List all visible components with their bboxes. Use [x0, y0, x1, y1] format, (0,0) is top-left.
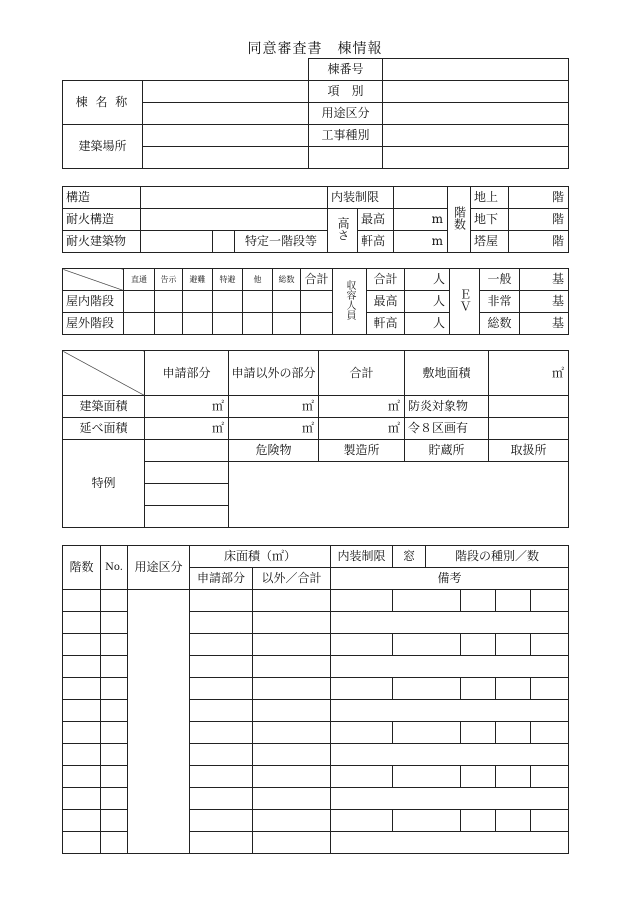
window-header: 窓 [393, 546, 426, 568]
applied-part-header: 申請部分 [145, 351, 229, 396]
use-label: 用途区分 [309, 103, 383, 125]
interior-header: 内装制限 [331, 546, 393, 568]
remarks-cell[interactable] [331, 832, 569, 854]
applied-area-cell[interactable] [190, 832, 253, 854]
fireproof-structure-field[interactable] [141, 209, 328, 231]
floor-cell[interactable] [63, 590, 101, 612]
fireproof-building-field-2[interactable] [213, 231, 235, 253]
structure-table [62, 186, 569, 253]
floor-area-other-unit: ㎡ [229, 418, 319, 440]
window-cell[interactable] [393, 634, 461, 656]
use-cell[interactable] [128, 590, 190, 854]
penthouse-label: 塔屋 [471, 231, 509, 253]
building-area-other-unit: ㎡ [229, 396, 319, 418]
stair-cell[interactable] [461, 722, 496, 744]
floor-cell[interactable] [63, 766, 101, 788]
indoor-stairs-label: 屋内階段 [63, 291, 124, 313]
floor-cell[interactable] [63, 656, 101, 678]
special-case-field-2[interactable] [145, 462, 229, 484]
floor-cell[interactable] [63, 700, 101, 722]
applied-area-cell[interactable] [190, 810, 253, 832]
fireproof-building-label: 耐火建築物 [63, 231, 141, 253]
applied-area-cell[interactable] [190, 722, 253, 744]
remarks-cell[interactable] [331, 788, 569, 810]
interior-cell[interactable] [331, 590, 393, 612]
window-cell[interactable] [393, 678, 461, 700]
no-cell[interactable] [101, 612, 128, 634]
floor-breakdown-table [62, 545, 569, 854]
outdoor-total-field[interactable] [301, 313, 333, 335]
building-info-table [62, 58, 569, 169]
work-type-field-3[interactable] [383, 147, 569, 169]
evacuation-header: 避難 [183, 269, 213, 291]
applied-area-header: 申請部分 [190, 568, 253, 590]
other-total-cell[interactable] [253, 744, 331, 766]
fire-retardant-field[interactable] [489, 396, 569, 418]
no-cell[interactable] [101, 832, 128, 854]
capacity-total-label: 合計 [367, 269, 405, 291]
floor-cell[interactable] [63, 744, 101, 766]
remarks-cell[interactable] [331, 656, 569, 678]
remarks-cell[interactable] [331, 700, 569, 722]
special-evacuation-header: 特避 [213, 269, 243, 291]
floors-label: 階数 [448, 187, 471, 253]
indoor-special-field[interactable] [213, 291, 243, 313]
no-cell[interactable] [101, 766, 128, 788]
eave-height-label: 軒高 [358, 231, 394, 253]
other-total-cell[interactable] [253, 678, 331, 700]
applied-area-cell[interactable] [190, 634, 253, 656]
floor-cell[interactable] [63, 810, 101, 832]
special-case-detail-field[interactable] [229, 462, 569, 528]
indoor-evac-field[interactable] [183, 291, 213, 313]
factory-label: 製造所 [319, 440, 405, 462]
max-height-unit: m [394, 209, 448, 231]
site-field[interactable] [143, 125, 309, 147]
fireproof-structure-label: 耐火構造 [63, 209, 141, 231]
special-case-label: 特例 [63, 440, 145, 528]
stairs-total-header: 合計 [301, 269, 333, 291]
site-field-2[interactable] [143, 147, 309, 169]
special-case-field-4[interactable] [145, 506, 229, 528]
window-cell[interactable] [393, 810, 461, 832]
rei8-field[interactable] [489, 418, 569, 440]
capacity-total-unit: 人 [405, 269, 450, 291]
stair-cell[interactable] [461, 810, 496, 832]
remarks-cell[interactable] [331, 744, 569, 766]
special-stair-label: 特定一階段等 [235, 231, 328, 253]
stair-cell[interactable] [531, 722, 569, 744]
item-field[interactable] [383, 81, 569, 103]
ev-general-unit: 基 [520, 269, 569, 291]
other-total-cell[interactable] [253, 590, 331, 612]
capacity-max-label: 最高 [367, 291, 405, 313]
capacity-eave-label: 軒高 [367, 313, 405, 335]
max-height-label: 最高 [358, 209, 394, 231]
height-label: 高さ [328, 209, 358, 253]
outdoor-stairs-label: 屋外階段 [63, 313, 124, 335]
window-cell[interactable] [393, 590, 461, 612]
floor-cell[interactable] [63, 612, 101, 634]
other-header: 他 [243, 269, 273, 291]
site-label: 建築場所 [63, 125, 143, 169]
no-cell[interactable] [101, 656, 128, 678]
work-type-label: 工事種別 [309, 125, 383, 147]
stair-type-header: 階段の種別／数 [426, 546, 569, 568]
other-total-header: 以外／合計 [253, 568, 331, 590]
stair-cell[interactable] [496, 678, 531, 700]
stair-cell[interactable] [461, 590, 496, 612]
window-cell[interactable] [393, 766, 461, 788]
floor-area-applied-unit: ㎡ [145, 418, 229, 440]
building-number-label: 棟番号 [309, 59, 383, 81]
fire-retardant-label: 防炎対象物 [405, 396, 489, 418]
interior-cell[interactable] [331, 810, 393, 832]
interior-cell[interactable] [331, 678, 393, 700]
ev-all-label: 総数 [480, 313, 520, 335]
storage-label: 貯蔵所 [405, 440, 489, 462]
stair-cell[interactable] [531, 766, 569, 788]
no-cell[interactable] [101, 744, 128, 766]
indoor-notice-field[interactable] [155, 291, 183, 313]
special-case-field-3[interactable] [145, 484, 229, 506]
ev-general-label: 一般 [480, 269, 520, 291]
other-total-cell[interactable] [253, 656, 331, 678]
outdoor-notice-field[interactable] [155, 313, 183, 335]
site-area-label: 敷地面積 [405, 351, 489, 396]
structure-field[interactable] [141, 187, 328, 209]
interior-cell[interactable] [331, 634, 393, 656]
no-cell[interactable] [101, 634, 128, 656]
special-case-field-1[interactable] [145, 440, 229, 462]
other-total-cell[interactable] [253, 766, 331, 788]
stair-cell[interactable] [531, 678, 569, 700]
stairs-table [62, 268, 569, 335]
use-header: 用途区分 [128, 546, 190, 590]
indoor-direct-field[interactable] [124, 291, 155, 313]
no-cell[interactable] [101, 590, 128, 612]
table-row [63, 590, 569, 612]
item-label: 項 別 [309, 81, 383, 103]
stair-cell[interactable] [496, 590, 531, 612]
floor-cell[interactable] [63, 634, 101, 656]
building-name-field[interactable] [143, 81, 309, 103]
other-total-cell[interactable] [253, 612, 331, 634]
ev-emergency-label: 非常 [480, 291, 520, 313]
applied-area-cell[interactable] [190, 700, 253, 722]
stair-cell[interactable] [531, 810, 569, 832]
no-cell[interactable] [101, 810, 128, 832]
work-type-field-2[interactable] [309, 147, 383, 169]
use-field[interactable] [383, 103, 569, 125]
handling-label: 取扱所 [489, 440, 569, 462]
indoor-total-field[interactable] [301, 291, 333, 313]
penthouse-unit: 階 [509, 231, 569, 253]
other-total-cell[interactable] [253, 788, 331, 810]
above-ground-label: 地上 [471, 187, 509, 209]
count-header: 総数 [273, 269, 301, 291]
stair-cell[interactable] [461, 678, 496, 700]
page-title: 同意審査書 棟情報 [247, 41, 383, 57]
floor-cell[interactable] [63, 788, 101, 810]
site-area-unit: ㎡ [489, 351, 569, 396]
applied-area-cell[interactable] [190, 678, 253, 700]
eave-height-unit: m [394, 231, 448, 253]
floor-header: 階数 [63, 546, 101, 590]
floor-cell[interactable] [63, 832, 101, 854]
applied-area-cell[interactable] [190, 590, 253, 612]
above-ground-unit: 階 [509, 187, 569, 209]
stair-cell[interactable] [496, 766, 531, 788]
indoor-count-field[interactable] [273, 291, 301, 313]
non-applied-part-header: 申請以外の部分 [229, 351, 319, 396]
stair-cell[interactable] [531, 590, 569, 612]
applied-area-cell[interactable] [190, 656, 253, 678]
remarks-header: 備考 [331, 568, 569, 590]
building-name-label: 棟 名 称 [63, 81, 143, 125]
area-corner-cell [63, 351, 145, 396]
structure-label: 構造 [63, 187, 141, 209]
floor-cell[interactable] [63, 722, 101, 744]
other-total-cell[interactable] [253, 810, 331, 832]
ev-label: ＥＶ [450, 269, 480, 335]
notice-header: 告示 [155, 269, 183, 291]
applied-area-cell[interactable] [190, 612, 253, 634]
applied-area-cell[interactable] [190, 744, 253, 766]
no-header: No. [101, 546, 128, 590]
below-ground-unit: 階 [509, 209, 569, 231]
floor-cell[interactable] [63, 678, 101, 700]
floor-area-header: 床面積（㎡） [190, 546, 331, 568]
interior-limit-field[interactable] [394, 187, 448, 209]
area-total-header: 合計 [319, 351, 405, 396]
stair-cell[interactable] [461, 766, 496, 788]
hazard-label: 危険物 [229, 440, 319, 462]
rei8-label: 令８区画有 [405, 418, 489, 440]
capacity-max-unit: 人 [405, 291, 450, 313]
no-cell[interactable] [101, 722, 128, 744]
building-area-total-unit: ㎡ [319, 396, 405, 418]
direct-header: 直通 [124, 269, 155, 291]
interior-limit-label: 内装制限 [328, 187, 394, 209]
interior-cell[interactable] [331, 722, 393, 744]
outdoor-count-field[interactable] [273, 313, 301, 335]
indoor-other-field[interactable] [243, 291, 273, 313]
fireproof-building-field[interactable] [141, 231, 213, 253]
floor-area-total-unit: ㎡ [319, 418, 405, 440]
stair-cell[interactable] [496, 810, 531, 832]
capacity-label: 収容人員 [333, 269, 367, 335]
capacity-eave-unit: 人 [405, 313, 450, 335]
building-name-field-2[interactable] [143, 103, 309, 125]
other-total-cell[interactable] [253, 722, 331, 744]
remarks-cell[interactable] [331, 612, 569, 634]
stair-cell[interactable] [461, 634, 496, 656]
other-total-cell[interactable] [253, 832, 331, 854]
below-ground-label: 地下 [471, 209, 509, 231]
outdoor-evac-field[interactable] [183, 313, 213, 335]
building-area-label: 建築面積 [63, 396, 145, 418]
outdoor-special-field[interactable] [213, 313, 243, 335]
no-cell[interactable] [101, 700, 128, 722]
building-area-applied-unit: ㎡ [145, 396, 229, 418]
stair-cell[interactable] [496, 722, 531, 744]
other-total-cell[interactable] [253, 634, 331, 656]
applied-area-cell[interactable] [190, 766, 253, 788]
area-table [62, 350, 569, 528]
building-number-field[interactable] [383, 59, 569, 81]
no-cell[interactable] [101, 788, 128, 810]
stairs-corner-cell [63, 269, 124, 291]
stair-cell[interactable] [531, 634, 569, 656]
applied-area-cell[interactable] [190, 788, 253, 810]
stair-cell[interactable] [496, 634, 531, 656]
no-cell[interactable] [101, 678, 128, 700]
other-total-cell[interactable] [253, 700, 331, 722]
work-type-field[interactable] [383, 125, 569, 147]
outdoor-other-field[interactable] [243, 313, 273, 335]
ev-all-unit: 基 [520, 313, 569, 335]
window-cell[interactable] [393, 722, 461, 744]
outdoor-direct-field[interactable] [124, 313, 155, 335]
ev-emergency-unit: 基 [520, 291, 569, 313]
interior-cell[interactable] [331, 766, 393, 788]
floor-area-label: 延べ面積 [63, 418, 145, 440]
